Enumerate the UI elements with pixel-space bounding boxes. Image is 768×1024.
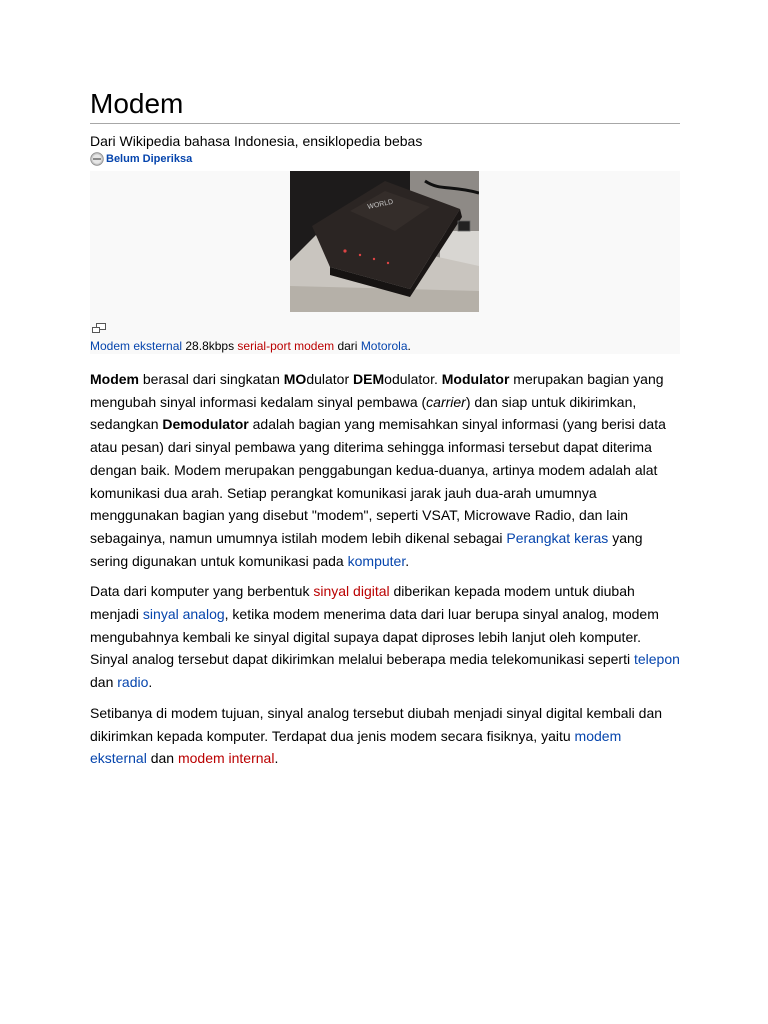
paragraph-text: , ketika modem menerima data dari luar berupa sinyal analog, modem mengubahnya kembali ke sinyal digital supaya dapat diproses lebih lanjut oleh komputer. Sinyal analog tersebut dapat dikirimkan melalui beberapa media telekomunikasi seperti [90, 606, 659, 668]
paragraph-text: merupakan bagian yang mengubah sinyal informasi kedalam sinyal pembawa ( [90, 371, 664, 410]
link-sinyal-analog[interactable]: sinyal analog [142, 606, 225, 623]
paragraph-text: diberikan kepada modem untuk diubah menjadi [90, 583, 635, 623]
paragraph-text: . [405, 552, 410, 569]
link-modem-internal[interactable]: modem internal [177, 750, 275, 767]
bold-term: Demodulator [162, 416, 249, 433]
bold-term: Modem [90, 371, 139, 387]
paragraph-text: berasal dari singkatan [139, 371, 284, 387]
caption-text: 28.8kbps [182, 339, 238, 353]
paragraph-2 [90, 580, 680, 694]
paragraph-3 [90, 702, 680, 770]
unchecked-revision-link[interactable]: Belum Diperiksa [106, 153, 193, 165]
link-radio[interactable]: radio [117, 674, 149, 691]
link-komputer[interactable]: komputer [347, 552, 406, 569]
article-content [90, 86, 680, 778]
figure-caption [90, 338, 411, 354]
figure-thumbnail [90, 171, 680, 354]
site-tagline: Dari Wikipedia bahasa Indonesia, ensiklopedia bebas [90, 133, 423, 149]
article-body [90, 368, 680, 770]
caption-link-serial-port-modem[interactable]: serial-port modem [237, 339, 335, 353]
paragraph-text: dulator [306, 371, 354, 387]
flagged-revisions-status [90, 151, 680, 167]
link-sinyal-digital[interactable]: sinyal digital [313, 583, 390, 600]
paragraph-text: odulator. [384, 371, 442, 387]
unchecked-revision-icon [90, 152, 104, 166]
svg-text:WORLD: WORLD [366, 198, 394, 211]
link-modem-eksternal[interactable]: modem eksternal [90, 727, 622, 767]
paragraph-text: . [274, 750, 279, 767]
paragraph-text: dan [90, 674, 118, 691]
bold-term: MO [283, 371, 307, 387]
caption-link-motorola[interactable]: Motorola [360, 339, 408, 353]
page-title: Modem [90, 86, 680, 124]
paragraph-text: Data dari komputer yang berbentuk [90, 583, 314, 600]
caption-text: . [407, 339, 411, 353]
paragraph-text: Setibanya di modem tujuan, sinyal analog tersebut diubah menjadi sinyal digital kembali dan dikirimkan kepada komputer. Terdapat dua jenis modem secara fisiknya, yaitu [90, 704, 663, 744]
modem-photo[interactable] [290, 171, 479, 312]
caption-link-modem-eksternal[interactable]: Modem eksternal [90, 339, 183, 353]
paragraph-text: yang sering digunakan untuk komunikasi pada [90, 529, 643, 569]
link-perangkat-keras[interactable]: Perangkat keras [506, 529, 609, 546]
magnify-clip-icon[interactable] [92, 323, 106, 333]
paragraph-1 [90, 368, 680, 572]
caption-text: dari [334, 339, 361, 353]
bold-term: Modulator [441, 371, 510, 387]
paragraph-text: ) dan siap untuk dikirimkan, sedangkan [90, 393, 637, 433]
bold-term: DEM [353, 371, 385, 387]
paragraph-text: adalah bagian yang memisahkan sinyal informasi (yang berisi data atau pesan) dari sinyal pembawa yang diterima sehingga informasi tersebut dapat diterima dengan baik. Modem merupakan penggabungan kedua-duanya, artinya modem adalah alat komunikasi dua arah. Setiap perangkat komunikasi jarak jauh dua-arah umumnya menggunakan bagian yang disebut "modem", seperti VSAT, Microwave Radio, dan lain sebagainya, namun umumnya istilah modem lebih dikenal sebagai [90, 416, 666, 546]
link-telepon[interactable]: telepon [633, 651, 680, 668]
paragraph-text: dan [146, 750, 178, 767]
italic-term: carrier [426, 393, 466, 410]
paragraph-text: . [148, 674, 153, 691]
